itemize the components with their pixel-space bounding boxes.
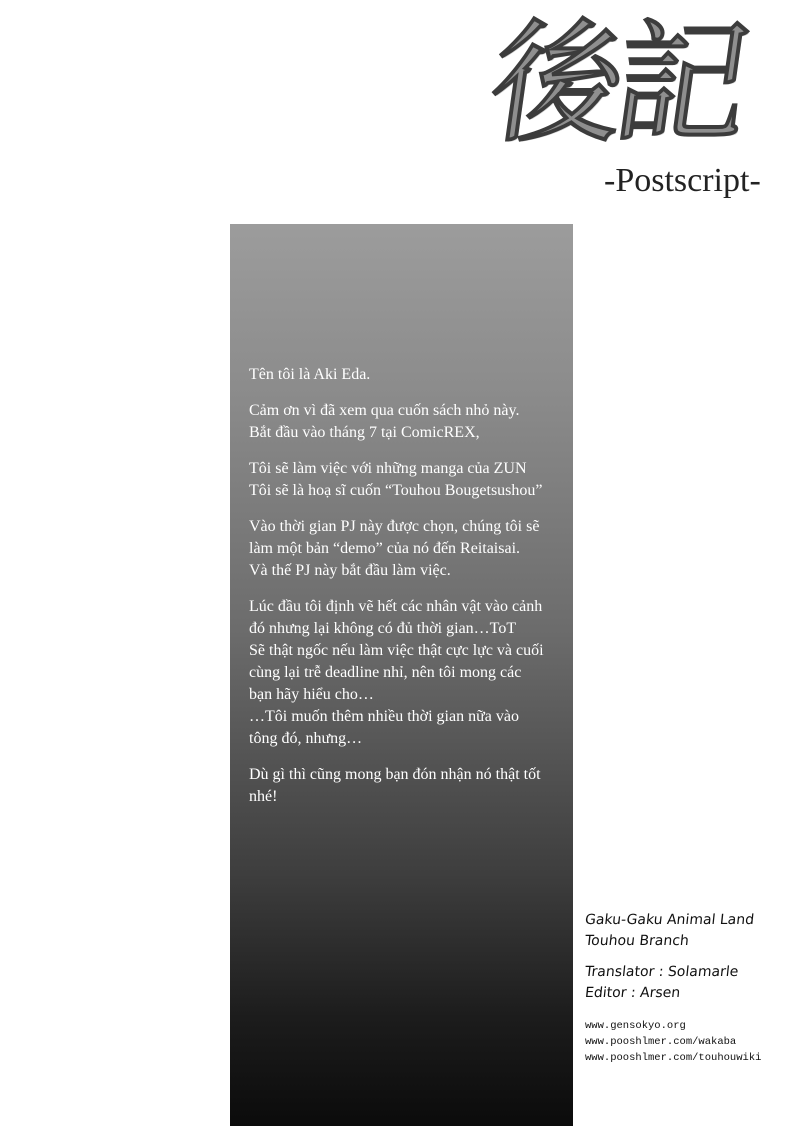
paragraph-line: Vào thời gian PJ này được chọn, chúng tôi sẽ — [249, 518, 540, 535]
paragraph-line: Cảm ơn vì đã xem qua cuốn sách nhỏ này. — [249, 402, 520, 419]
editor-credit: Editor : Arsen — [584, 985, 682, 1001]
title-subtitle: -Postscript- — [598, 162, 767, 200]
url-wakaba: www.pooshlmer.com/wakaba — [585, 1036, 737, 1048]
paragraph-line: Và thế PJ này bắt đầu làm việc. — [249, 562, 451, 579]
paragraph-line: Dù gì thì cũng mong bạn đón nhận nó thật tốt — [249, 766, 541, 783]
url-list — [585, 1018, 795, 1066]
group-name-line-1: Gaku-Gaku Animal Land — [584, 912, 755, 928]
paragraph-3 — [249, 458, 567, 502]
paragraph-line: cùng lại trễ deadline nhỉ, nên tôi mong các — [249, 664, 522, 681]
paragraph-line: Tên tôi là Aki Eda. — [249, 366, 371, 383]
title-kanji-2: 記 — [605, 7, 751, 161]
paragraph-6 — [249, 764, 567, 808]
paragraph-line: tông đó, nhưng… — [249, 730, 363, 747]
paragraph-2 — [249, 400, 567, 444]
paragraph-line: Tôi sẽ là hoạ sĩ cuốn “Touhou Bougetsushou” — [249, 482, 543, 499]
paragraph-line: đó nhưng lại không có đủ thời gian…ToT — [249, 620, 517, 637]
paragraph-line: …Tôi muốn thêm nhiều thời gian nữa vào — [249, 708, 519, 725]
paragraph-line: Sẽ thật ngốc nếu làm việc thật cực lực và cuối — [249, 642, 544, 659]
paragraph-5 — [249, 596, 567, 750]
postscript-body — [249, 364, 567, 822]
credits — [585, 910, 795, 1066]
group-name-line-2: Touhou Branch — [584, 933, 690, 949]
paragraph-line: Tôi sẽ làm việc với những manga của ZUN — [249, 460, 527, 477]
paragraph-line: bạn hãy hiểu cho… — [249, 686, 374, 703]
paragraph-line: làm một bản “demo” của nó đến Reitaisai. — [249, 540, 521, 557]
paragraph-line: nhé! — [249, 788, 278, 805]
title-kanji-1: 後 — [481, 7, 627, 161]
paragraph-1 — [249, 364, 567, 386]
paragraph-line: Bắt đầu vào tháng 7 tại ComicREX, — [249, 424, 480, 441]
url-touhouwiki: www.pooshlmer.com/touhouwiki — [585, 1052, 762, 1064]
paragraph-line: Lúc đầu tôi định vẽ hết các nhân vật vào cảnh — [249, 598, 543, 615]
translator-credit: Translator : Solamarle — [584, 964, 740, 980]
url-gensokyo: www.gensokyo.org — [585, 1020, 686, 1032]
paragraph-4 — [249, 516, 567, 582]
